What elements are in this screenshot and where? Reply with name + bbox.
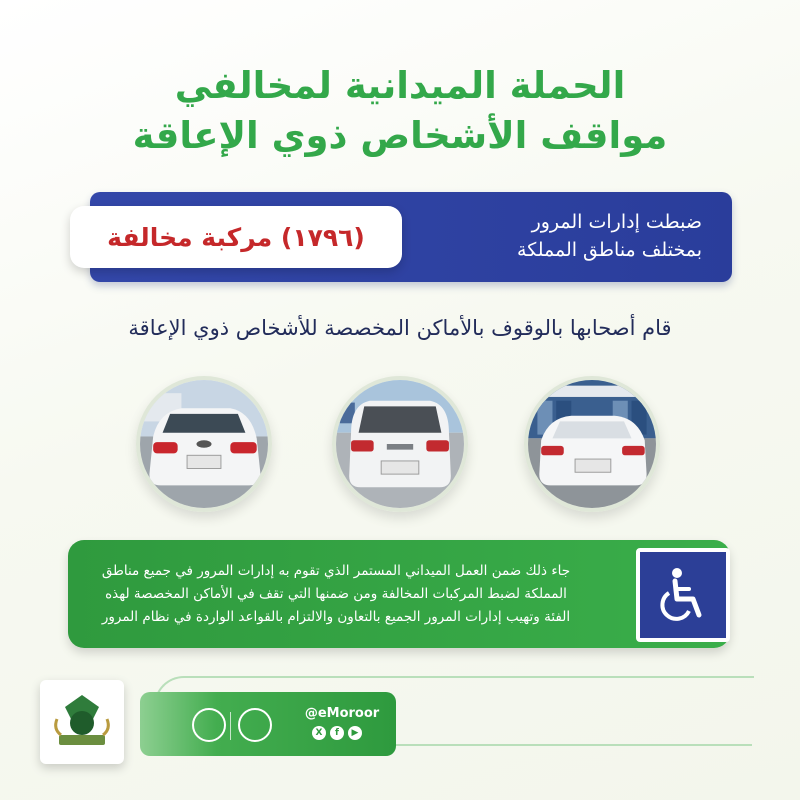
moroor-logo — [40, 680, 124, 764]
footer-decorative-line-bottom — [396, 744, 752, 746]
social-icons — [312, 726, 362, 740]
wheelchair-icon — [636, 548, 730, 642]
footer-divider — [230, 712, 231, 740]
violation-count-pill: (١٧٩٦) مركبة مخالفة — [70, 206, 402, 268]
white-sedan-photo — [136, 376, 272, 512]
youtube-icon[interactable]: ▶ — [348, 726, 362, 740]
info-line2: المملكة لضبط المركبات المخالفة ومن ضمنها التي تقف في الأماكن المخصصة لهذه — [105, 586, 567, 602]
info-line1: جاء ذلك ضمن العمل الميداني المستمر الذي تقوم به إدارات المرور في جميع مناطق — [101, 563, 571, 579]
stats-banner-text — [402, 208, 702, 264]
facebook-icon[interactable]: f — [330, 726, 344, 740]
stats-banner-line1: ضبطت إدارات المرور — [531, 211, 702, 233]
stats-banner-line2: بمختلف مناطق المملكة — [517, 239, 702, 261]
subtitle: قام أصحابها بالوقوف بالأماكن المخصصة للأشخاص ذوي الإعاقة — [128, 316, 672, 340]
page-title-line2: مواقف الأشخاص ذوي الإعاقة — [132, 114, 668, 157]
saudi-emblem-icon — [238, 708, 272, 742]
x-icon[interactable]: X — [312, 726, 326, 740]
white-sedan-terminal-photo — [524, 376, 660, 512]
info-panel — [68, 540, 730, 648]
social-handle[interactable]: @eMoroor — [304, 706, 380, 721]
traffic-emblem-icon — [192, 708, 226, 742]
info-text — [86, 560, 586, 629]
page-title-line1: الحملة الميدانية لمخالفي — [174, 64, 626, 107]
info-line3: الفئة وتهيب إدارات المرور الجميع بالتعاون والالتزام بالقواعد الواردة في نظام المرور — [101, 609, 571, 625]
white-suv-photo — [332, 376, 468, 512]
